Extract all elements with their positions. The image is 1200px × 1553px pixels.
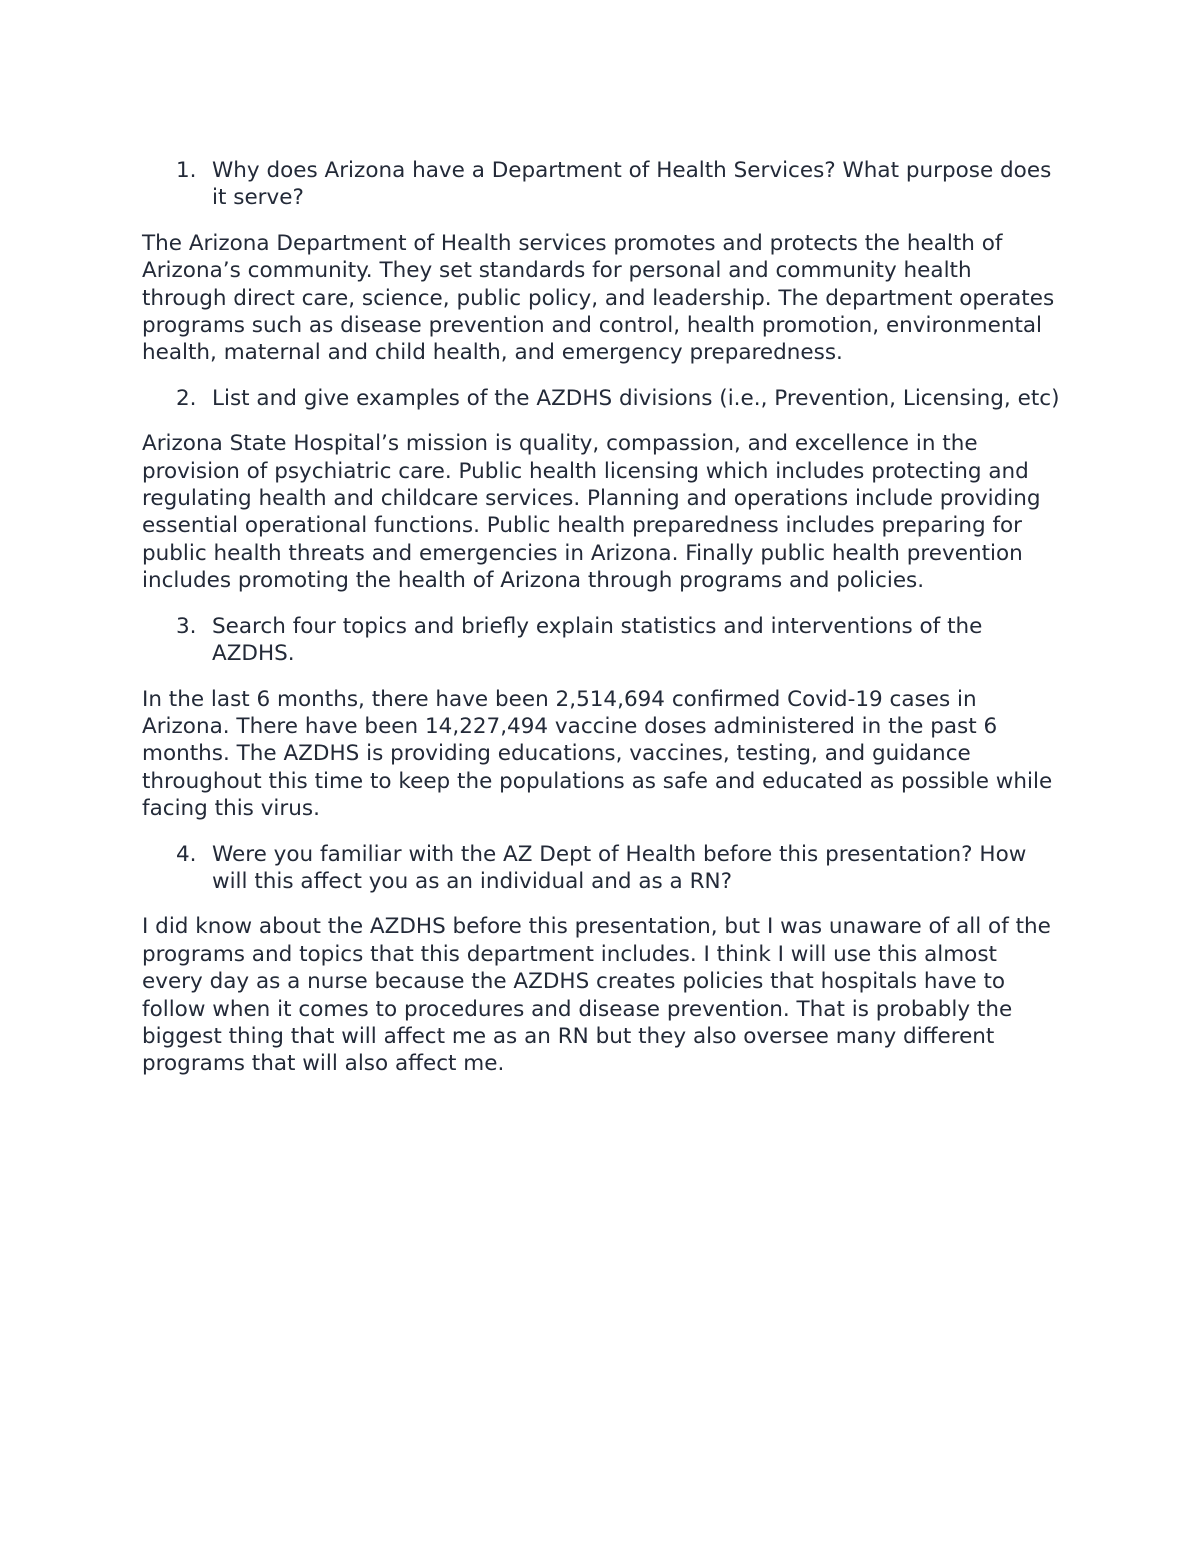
question-2 bbox=[142, 385, 1060, 412]
question-1 bbox=[142, 157, 1060, 212]
question-text: Search four topics and briefly explain statistics and interventions of the AZDHS. bbox=[212, 613, 983, 667]
document-body bbox=[142, 157, 1060, 1096]
question-4 bbox=[142, 841, 1060, 896]
answer-3: In the last 6 months, there have been 2,514,694 confirmed Covid-19 cases in Arizona. There have been 14,227,494 vaccine doses administered in the past 6 months. The AZDHS is providing educations, vaccines, testing, and guidance throughout this time to keep the populations as safe and educated as possible while facing this virus. bbox=[142, 686, 1053, 822]
question-number: 4. bbox=[176, 841, 197, 867]
question-number: 3. bbox=[176, 613, 197, 639]
question-3 bbox=[142, 613, 1060, 668]
question-text: List and give examples of the AZDHS divisions (i.e., Prevention, Licensing, etc) bbox=[212, 385, 1060, 411]
answer-4: I did know about the AZDHS before this presentation, but I was unaware of all of the programs and topics that this department includes. I think I will use this almost every day as a nurse because the AZDHS creates policies that hospitals have to follow when it comes to procedures and disease prevention. That is probably the biggest thing that will affect me as an RN but they also oversee many different programs that will also affect me. bbox=[142, 914, 1051, 1077]
answer-1: The Arizona Department of Health services promotes and protects the health of Arizona’s community. They set standards for personal and community health through direct care, science, public policy, and leadership. The department operates programs such as disease prevention and control, health promotion, environmental health, maternal and child health, and emergency preparedness. bbox=[142, 230, 1055, 366]
question-number: 2. bbox=[176, 385, 197, 411]
question-text: Why does Arizona have a Department of Health Services? What purpose does it serve? bbox=[212, 158, 1052, 211]
answer-2: Arizona State Hospital’s mission is quality, compassion, and excellence in the provision of psychiatric care. Public health licensing which includes protecting and regulating health and childcare services. Planning and operations include providing essential operational functions. Public health preparedness includes preparing for public health threats and emergencies in Arizona. Finally public health prevention includes promoting the health of Arizona through programs and policies. bbox=[142, 431, 1041, 594]
question-text: Were you familiar with the AZ Dept of Health before this presentation? How will this affect you as an individual and as a RN? bbox=[212, 841, 1027, 894]
question-number: 1. bbox=[176, 158, 197, 183]
